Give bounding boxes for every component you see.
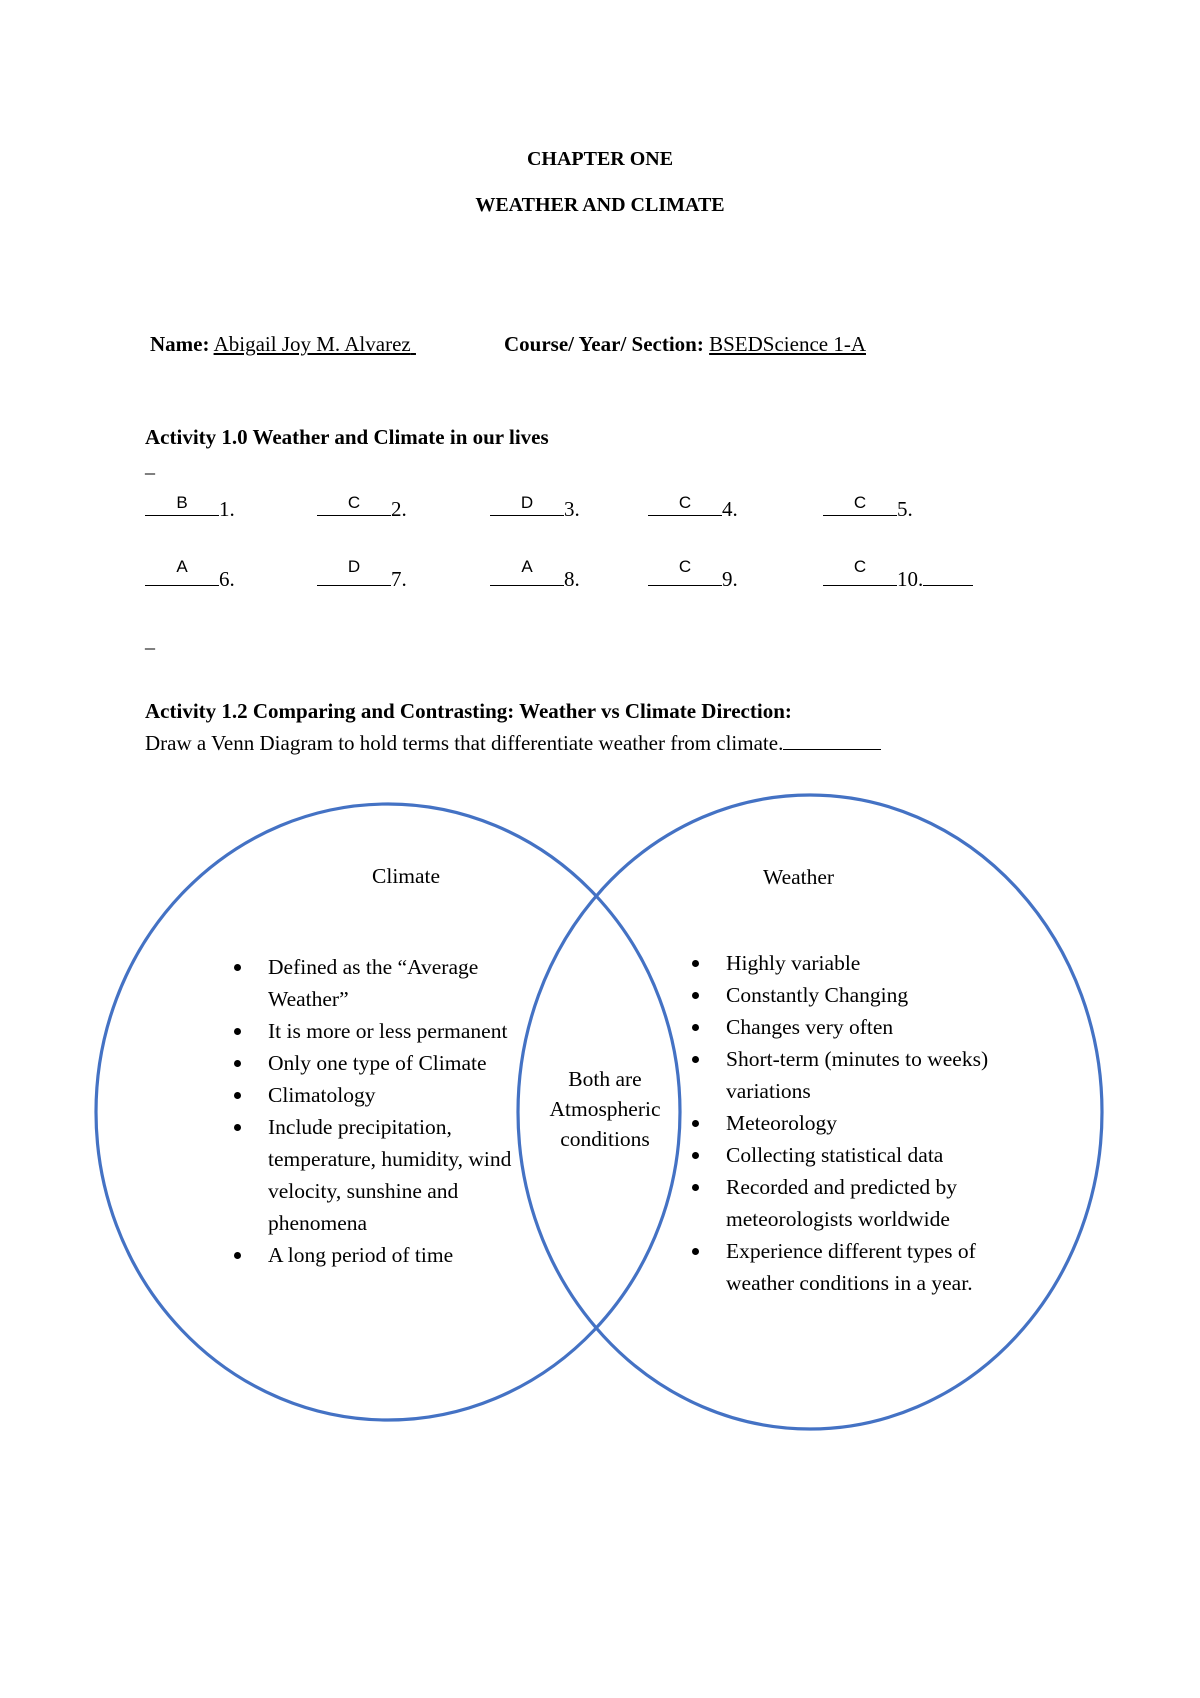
venn-bullet-item: Short-term (minutes to weeks) variations — [688, 1043, 1048, 1107]
answer-letter: D — [520, 493, 534, 512]
answer-letter: C — [347, 493, 361, 512]
answer-letter: D — [347, 557, 361, 576]
venn-bullet-item: Collecting statistical data — [688, 1139, 1048, 1171]
question-number: 8. — [564, 567, 580, 591]
activity2-title: Activity 1.2 Comparing and Contrasting: Weather vs Climate Direction: — [145, 699, 792, 723]
venn-bullet-item: It is more or less permanent — [230, 1015, 530, 1047]
answer-letter: C — [678, 493, 692, 512]
name-value: Abigail Joy M. Alvarez — [213, 332, 411, 356]
answer-letter: A — [176, 557, 188, 576]
question-number: 3. — [564, 497, 580, 521]
dash-mark: _ — [145, 630, 155, 652]
chapter-heading: CHAPTER ONE — [526, 148, 674, 170]
venn-bullet-item: Experience different types of weather conditions in a year. — [688, 1235, 1048, 1299]
instruction-text: Draw a Venn Diagram to hold terms that differentiate weather from climate. — [145, 731, 784, 755]
question-number: 10. — [897, 567, 924, 591]
venn-bullet-item: Include precipitation, temperature, humidity, wind velocity, sunshine and phenomena — [230, 1111, 530, 1239]
name-label: Name: — [150, 332, 210, 356]
venn-bullet-item: Recorded and predicted by meteorologists worldwide — [688, 1171, 1048, 1235]
dash-mark: _ — [145, 455, 155, 477]
question-number: 5. — [897, 497, 913, 521]
answer-letter: A — [521, 557, 533, 576]
venn-bullet-item: Only one type of Climate — [230, 1047, 530, 1079]
climate-list — [230, 951, 530, 1271]
venn-bullet-item: Constantly Changing — [688, 979, 1048, 1011]
venn-bullet-item: Defined as the “Average Weather” — [230, 951, 530, 1015]
course-value: BSEDScience 1-A — [709, 332, 866, 356]
shared-traits — [530, 1064, 680, 1154]
venn-bullet-item: Climatology — [230, 1079, 530, 1111]
center-line: Both are — [568, 1067, 642, 1091]
activity1-title: Activity 1.0 Weather and Climate in our lives — [145, 425, 549, 449]
climate-title: Climate — [372, 864, 441, 888]
question-number: 2. — [391, 497, 407, 521]
weather-list — [688, 947, 1048, 1299]
answer-letter: C — [678, 557, 692, 576]
center-line: conditions — [560, 1127, 650, 1151]
question-number: 1. — [219, 497, 235, 521]
page-title: WEATHER AND CLIMATE — [475, 194, 725, 216]
venn-bullet-item: Meteorology — [688, 1107, 1048, 1139]
answer-letter: C — [853, 493, 867, 512]
question-number: 6. — [219, 567, 235, 591]
venn-bullet-item: A long period of time — [230, 1239, 530, 1271]
answer-letter: C — [853, 557, 867, 576]
question-number: 7. — [391, 567, 407, 591]
center-line: Atmospheric — [549, 1097, 661, 1121]
answer-letter: B — [176, 493, 188, 512]
venn-bullet-item: Highly variable — [688, 947, 1048, 979]
weather-title: Weather — [763, 865, 835, 889]
venn-bullet-item: Changes very often — [688, 1011, 1048, 1043]
course-label: Course/ Year/ Section: — [504, 332, 704, 356]
question-number: 9. — [722, 567, 738, 591]
question-number: 4. — [722, 497, 738, 521]
